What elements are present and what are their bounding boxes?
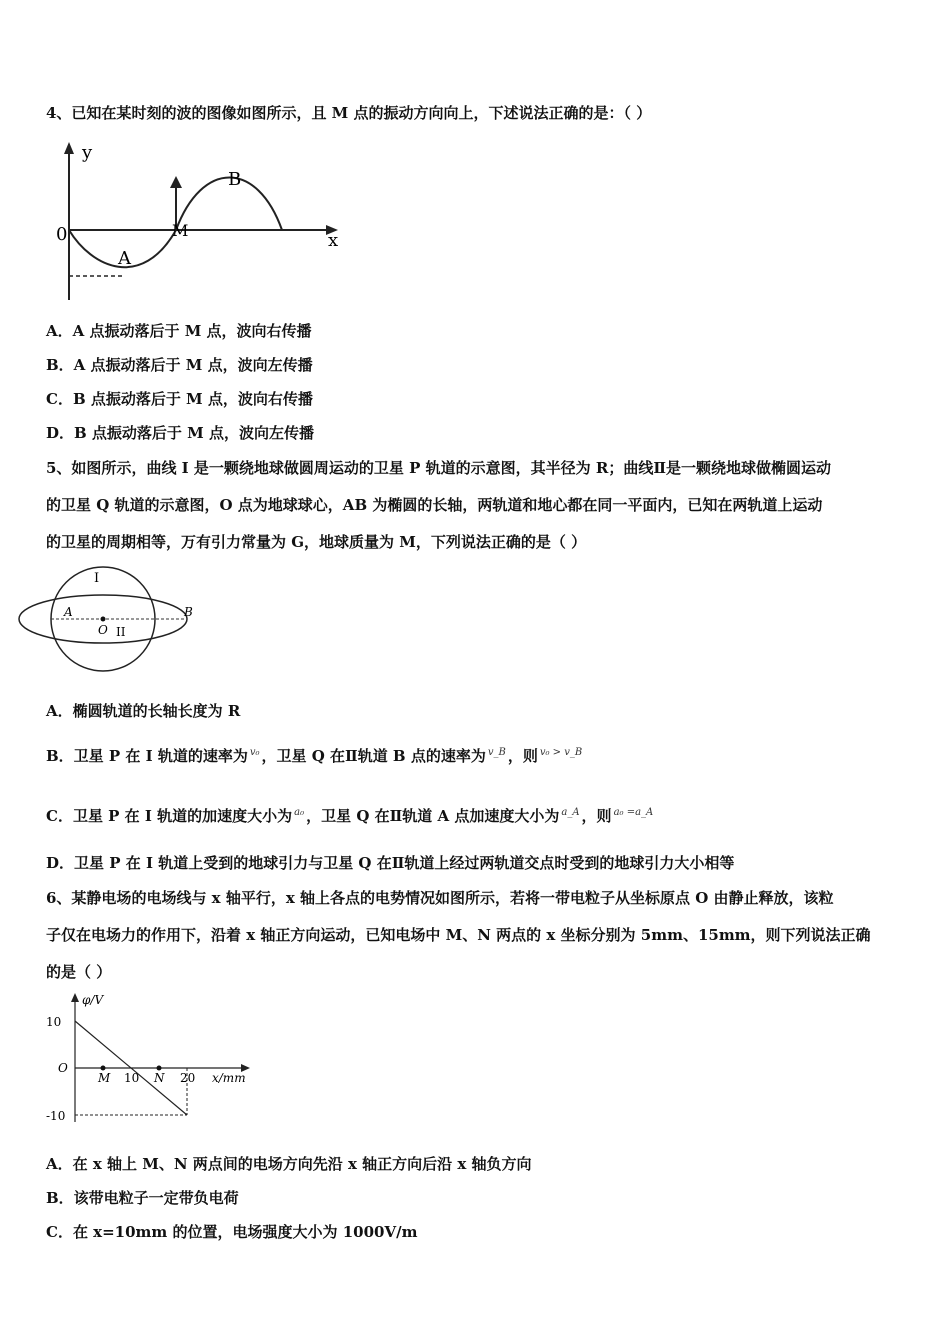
q6-option-a: A．在 x 轴上 M、N 两点间的电场方向先沿 x 轴正方向后沿 x 轴负方向 [46,1155,532,1173]
q4-option-a: A．A 点振动落后于 M 点，波向右传播 [46,322,312,340]
q5-option-c-part3: ，则 [581,807,612,825]
q6-y-axis-label: φ/V [82,993,104,1007]
q5-label-b: B [184,605,193,619]
q6-y-tick-top: 10 [46,1015,62,1029]
q5-stem-line1: 5、如图所示，曲线 I 是一颗绕地球做圆周运动的卫星 P 轨道的示意图，其半径为 R；曲线Ⅱ是一颗绕地球做椭圆运动 [46,459,831,477]
q5-option-b-part2: ，卫星 Q 在Ⅱ轨道 B 点的速率为 [261,747,486,765]
q6-option-c: C．在 x=10mm 的位置，电场强度大小为 1000V/m [46,1223,418,1241]
q6-stem-line2: 子仅在电场力的作用下，沿着 x 轴正方向运动，已知电场中 M、N 两点的 x 坐标分别为 5mm、15mm，则下列说法正确 [46,926,871,944]
q5-label-a: A [64,605,73,619]
q6-x-tick-20: 20 [180,1071,196,1085]
q4-wave-figure [52,140,352,310]
q4-label-m: M [172,221,189,240]
q6-point-label-n: N [154,1071,165,1085]
q4-label-a: A [118,248,131,269]
q6-option-b: B．该带电粒子一定带负电荷 [46,1189,239,1207]
q5-option-b-formula2: v_B [487,747,506,758]
q4-stem: 4、已知在某时刻的波的图像如图所示，且 M 点的振动方向向上，下述说法正确的是：（ ） [46,104,652,122]
q5-option-a: A．椭圆轨道的长轴长度为 R [46,702,241,720]
q5-option-b-part3: ，则 [507,747,538,765]
q4-option-b: B．A 点振动落后于 M 点，波向左传播 [46,356,313,374]
q5-option-c-part1: C．卫星 P 在 I 轨道的加速度大小为 [46,807,293,825]
q5-option-c-formula2: a_A [561,807,580,818]
q6-x-tick-10: 10 [124,1071,140,1085]
q5-option-c [46,805,655,826]
q4-option-c: C．B 点振动落后于 M 点，波向右传播 [46,390,313,408]
q6-stem-line1: 6、某静电场的电场线与 x 轴平行，x 轴上各点的电势情况如图所示，若将一带电粒子从坐标原点 O 由静止释放，该粒 [46,889,834,907]
q6-origin-label: O [58,1061,68,1075]
q5-stem-line2: 的卫星 Q 轨道的示意图，O 点为地球球心，AB 为椭圆的长轴，两轨道和地心都在同一平面内，已知在两轨道上运动 [46,496,823,514]
q5-option-c-formula1: a₀ [294,807,305,818]
q6-y-tick-bottom: -10 [46,1109,66,1123]
q6-point-n [157,1066,162,1071]
q6-stem-line3: 的是（ ） [46,963,112,981]
q4-origin-label: 0 [56,224,68,245]
q5-option-b-formula1: v₀ [249,747,260,758]
q5-label-o: O [98,623,108,637]
q5-label-i: I [94,571,100,586]
q5-option-b-part1: B．卫星 P 在 I 轨道的速率为 [46,747,248,765]
q5-label-ii: II [116,625,126,639]
q6-x-axis-label: x/mm [212,1071,246,1085]
q5-option-b-formula3: v₀ > v_B [539,747,583,758]
q4-y-label: y [82,142,93,163]
q6-potential-chart [44,990,264,1130]
q6-point-label-m: M [98,1071,111,1085]
q4-x-label: x [328,230,339,251]
q5-option-c-formula3: a₀ =a_A [613,807,654,818]
q5-orbit-figure [46,562,206,680]
q5-option-d: D．卫星 P 在 I 轨道上受到的地球引力与卫星 Q 在Ⅱ轨道上经过两轨道交点时受到的地球引力大小相等 [46,854,735,872]
q4-option-d: D．B 点振动落后于 M 点，波向左传播 [46,424,314,442]
q5-stem-line3: 的卫星的周期相等，万有引力常量为 G，地球质量为 M，下列说法正确的是（ ） [46,533,587,551]
q5-option-b [46,745,584,766]
q4-label-b: B [228,169,242,190]
q5-option-c-part2: ，卫星 Q 在Ⅱ轨道 A 点加速度大小为 [306,807,560,825]
q6-point-m [101,1066,106,1071]
